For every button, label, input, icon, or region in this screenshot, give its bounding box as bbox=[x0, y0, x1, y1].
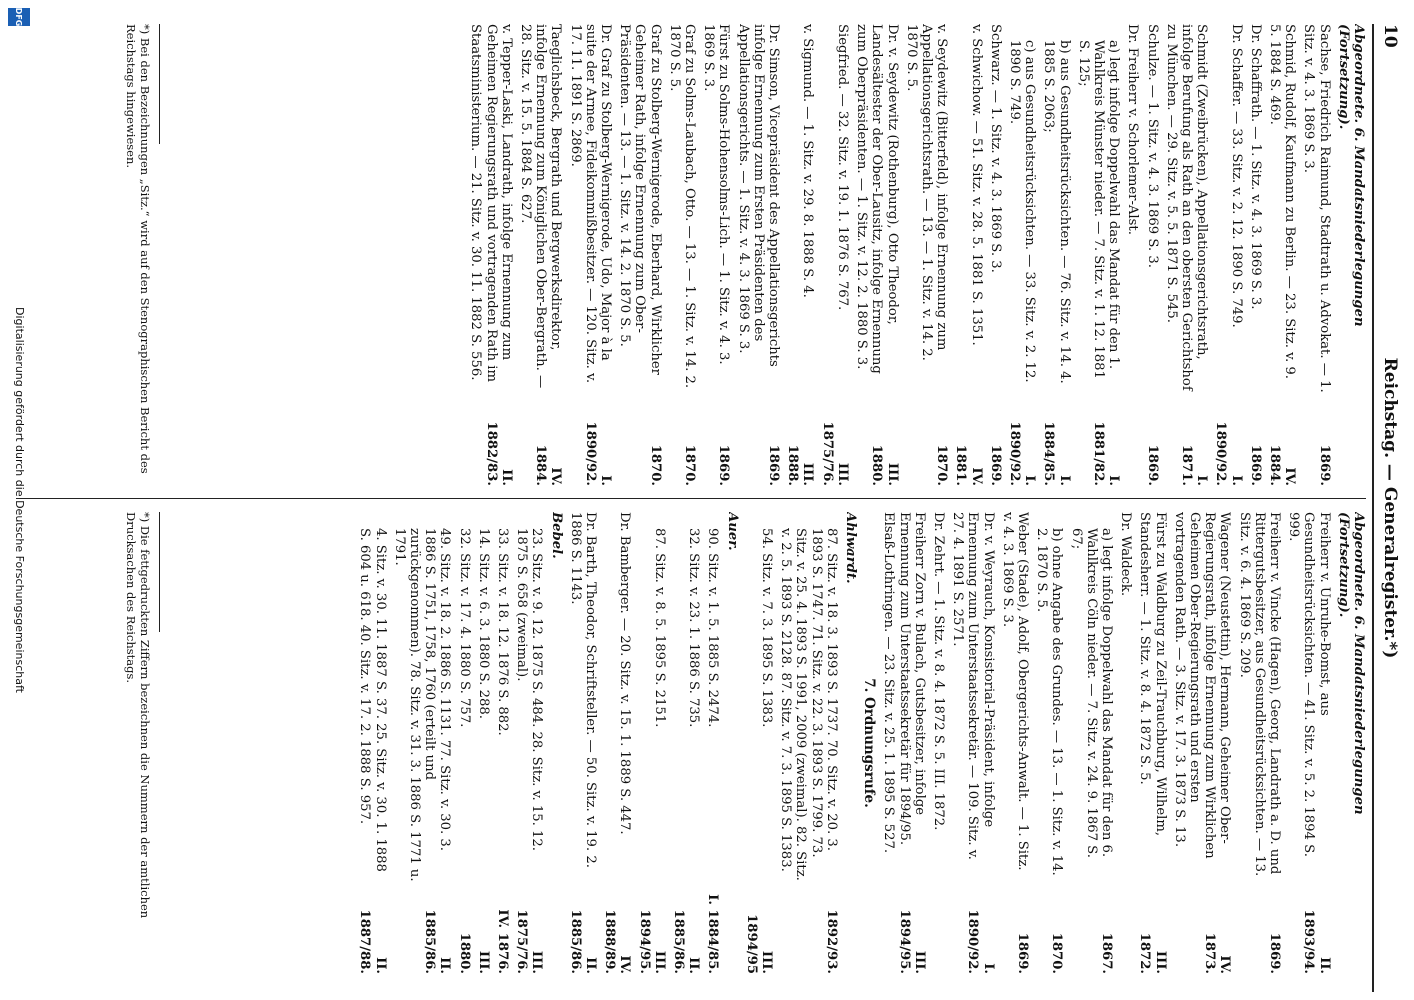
entry-heading bbox=[724, 512, 739, 974]
register-entry bbox=[602, 512, 632, 974]
entry-text: Siegfried. — 32. Sitz. v. 19. 1. 1876 S. 767. bbox=[834, 24, 850, 311]
page-header bbox=[1372, 24, 1406, 992]
entry-session-year: 1869. bbox=[1014, 932, 1030, 974]
register-entry bbox=[778, 512, 839, 974]
entry-text: Weber (Stade), Adolf, Obergerichts-Anwalt. — 1. Sitz. v. 4. 3. 1869 S. 3. bbox=[999, 512, 1030, 871]
register-entry bbox=[1118, 512, 1133, 974]
left-column bbox=[166, 24, 1366, 486]
entry-session-year: IV. 1876. bbox=[495, 909, 511, 974]
entry-text: 4. Sitz. v. 30. 11. 1887 S. 37. 25. Sitz. v. 30. 1. 1888 S. 604 u. 618. 40. Sitz. v. 17. 2. 1888 S. 957. bbox=[357, 528, 388, 872]
entry-session-year: II. 1882/83. bbox=[483, 421, 514, 486]
entry-text: Wagener (Neustettin), Hermann, Geheimer Ober-Regierungsrath, infolge Ernennung zum Wirklichen Geheimen Ober-Regierungsrath und ersten vortragenden Rath. — 3. Sitz. v. 17. 3. 1873 S. 13. bbox=[1171, 512, 1233, 859]
dfg-logo: DFG bbox=[8, 8, 30, 26]
entry-text: 32. Sitz. v. 17. 4. 1880 S. 757. bbox=[456, 528, 472, 728]
entry-text: Dr. Zehrt. — 1. Sitz. v. 8. 4. 1872 S. 5. III. 1872. bbox=[930, 512, 946, 831]
page-number: 10 bbox=[1380, 24, 1400, 48]
register-entry bbox=[1144, 24, 1159, 486]
entry-text: 87. Sitz. v. 18. 3. 1893 S. 1737. 70. Sitz. v. 20. 3. 1893 S. 1747. 71. Sitz. v. 22. 3. 1893 S. 1799. 73. Sitz. v. 25. 4. 1893 S. 1991, 2009 (zweimal). 82. Sitz. v. 2. 5. 1893 S. 2128. 87. Sitz. v. 7. 3. 1895 S. 1383. bbox=[778, 528, 839, 881]
entry-session-year: III. 1875/76. bbox=[514, 909, 545, 974]
entry-session-year: 1869. bbox=[766, 444, 782, 486]
register-entry bbox=[1000, 512, 1030, 974]
entry-session-year: 1870. bbox=[647, 444, 663, 486]
entry-session-year: 1867. bbox=[1098, 932, 1114, 974]
entry-text: Abgeordnete. 6. Mandatsniederlegungen (Fortsetzung). bbox=[1335, 24, 1366, 327]
entry-text: v. Seydewitz (Bitterfeld), infolge Ernennung zum Appellationsgerichtsrath. — 13. — 1. Sitz. v. 14. 2. 1870 S. 5. bbox=[903, 24, 950, 361]
register-entry bbox=[953, 24, 983, 486]
section-title: 7. Ordnungsrufe. bbox=[861, 678, 878, 808]
register-entry bbox=[468, 24, 514, 486]
entry-text: v. Schwichow. — 51. Sitz. v. 28. 5. 1881 S. 1351. bbox=[968, 24, 984, 346]
entry-session-year: IV. 1884. bbox=[1266, 444, 1298, 486]
entry-text: 87. Sitz. v. 8. 5. 1895 S. 2151. bbox=[651, 528, 667, 728]
entry-text: 23. Sitz. v. 9. 12. 1875 S. 484. 28. Sitz. v. 15. 12. 1875 S. 658 (zweimal). bbox=[514, 528, 545, 851]
register-entry bbox=[495, 512, 510, 974]
register-entry bbox=[1236, 512, 1282, 974]
entry-session-year: I. 1884/85. bbox=[705, 894, 721, 974]
entry-text: v. Tepper-Laski, Landrath, infolge Ernennung zum Geheimen Regierungsrath und vortragenden Rath im Staatsministerium. — 21. Sitz. v. 30. 11. 1882 S. 556. bbox=[468, 24, 514, 382]
register-entry bbox=[392, 512, 453, 974]
entry-text: a) legt infolge Doppelwahl das Mandat für den 1. Wahlkreis Münster nieder. — 7. Sitz. v. 1. 12. 1881 S. 125; bbox=[1075, 40, 1122, 379]
entry-text: Freiherr Zorn v. Bulach, Gutsbesitzer, infolge Ernennung zum Unterstaatssekretär für 1894/95. Elsaß-Lothringen. — 23. Sitz. v. 25. 1. 1895 S. 527. bbox=[881, 512, 927, 854]
register-entry bbox=[950, 512, 996, 974]
entry-session-year: 1870. bbox=[682, 444, 698, 486]
entry-session-year: I. 1890/92. bbox=[1213, 421, 1244, 486]
register-entry bbox=[854, 24, 900, 486]
entry-text: a) legt infolge Doppelwahl das Mandat für den 6. Wahlkreis Cöln nieder. — 7. Sitz. v. 24. 9. 1867 S. 67; bbox=[1068, 528, 1114, 858]
register-entry bbox=[357, 512, 387, 974]
entry-session-year: III. 1894/95. bbox=[896, 909, 927, 974]
entry-heading bbox=[1336, 24, 1366, 486]
header-rule bbox=[1372, 24, 1374, 992]
page-title: Reichstag. — Generalregister.*) bbox=[1380, 357, 1400, 659]
entry-text: Graf zu Stolberg-Wernigerode, Eberhard, Wirklicher Geheimer Rath, infolge Ernennung zum Ober-Präsidenten. — 13. — 1. Sitz. v. 14. 2. 1870 S. 5. bbox=[617, 24, 663, 375]
footnote-rule-right bbox=[159, 512, 160, 632]
entry-text: v. Sigmund. — 1. Sitz. v. 29. 8. 1888 S. 4. bbox=[800, 24, 816, 298]
register-entry bbox=[1125, 24, 1140, 486]
register-entry bbox=[1172, 512, 1233, 974]
entry-text: Fürst zu Waldburg zu Zeil-Trauchburg, Wilhelm, Standesherr. — 1. Sitz. v. 8. 4. 1872 S. 5. bbox=[1137, 512, 1168, 837]
entry-session-year: III. bbox=[475, 950, 491, 974]
entry-session-year: II. 1893/94. bbox=[1301, 909, 1332, 974]
entry-session-year: II. 1885/86. bbox=[422, 909, 453, 974]
register-entry bbox=[567, 24, 613, 486]
entry-session-year: 1870. bbox=[1049, 932, 1065, 974]
register-entry bbox=[904, 24, 950, 486]
register-entry bbox=[1301, 24, 1331, 486]
register-entry bbox=[1267, 24, 1297, 486]
entry-text: Graf zu Solms-Laubach, Otto. — 13. — 1. Sitz. v. 14. 2. 1870 S. 5. bbox=[666, 24, 698, 389]
register-entry bbox=[636, 512, 666, 974]
entry-text: 33. Sitz. v. 18. 12. 1876 S. 882. bbox=[495, 528, 511, 736]
entry-text: Schulze. — 1. Sitz. v. 4. 3. 1869 S. 3. bbox=[1144, 24, 1160, 268]
register-entry bbox=[820, 24, 850, 486]
entry-session-year: IV. 1873. bbox=[1202, 932, 1233, 974]
register-entry bbox=[705, 512, 720, 974]
register-entry bbox=[881, 512, 927, 974]
register-entry bbox=[1007, 24, 1037, 486]
register-entry bbox=[671, 512, 701, 974]
entry-session-year: 1869. bbox=[1266, 932, 1282, 974]
register-entry bbox=[701, 24, 731, 486]
entry-text: Bebel. bbox=[548, 512, 564, 559]
entry-text: Fürst zu Solms-Hohensolms-Lich. — 1. Sitz. v. 4. 3. 1869 S. 3. bbox=[701, 24, 732, 365]
entry-text: Auer. bbox=[724, 512, 740, 551]
entry-session-year: II. 1885/86. bbox=[567, 909, 599, 974]
digitization-attribution: Digitalisierung gefördert durch die Deutsche Forschungsgemeinschaft bbox=[13, 307, 26, 693]
entry-session-year: I. 1890/92. bbox=[1006, 421, 1038, 486]
column-divider bbox=[16, 498, 1366, 499]
entry-session-year: 1870. bbox=[934, 444, 950, 486]
entry-text: Dr. Graf zu Stolberg-Wernigerode, Udo, Major à la suite der Armee, Fideikommißbesitzer. — 120. Sitz. v. 17. 11. 1891 S. 2869. bbox=[567, 24, 614, 384]
entry-text: Dr. Bamberger. — 20. Sitz. v. 15. 1. 1889 S. 447. bbox=[617, 512, 633, 835]
register-entry bbox=[1068, 512, 1114, 974]
register-entry bbox=[744, 512, 774, 974]
entry-text: 54. Sitz. v. 7. 3. 1895 S. 1383. bbox=[759, 528, 775, 728]
entry-text: Dr. Freiherr v. Schorlemer-Alst. bbox=[1125, 24, 1141, 235]
entry-session-year: 1869. bbox=[1144, 444, 1160, 486]
entry-session-year: III. 1894/95. bbox=[636, 909, 667, 974]
entry-session-year: III. 1888. bbox=[785, 444, 816, 486]
entry-session-year: 1869. bbox=[987, 444, 1003, 486]
register-entry bbox=[476, 512, 491, 974]
entry-text: Dr. Schaffer. — 33. Sitz. v. 2. 12. 1890 S. 749. bbox=[1228, 24, 1244, 328]
register-entry bbox=[617, 24, 663, 486]
entry-text: b) aus Gesundheitsrücksichten. — 76. Sitz. v. 14. 4. 1885 S. 2063; bbox=[1041, 40, 1072, 384]
register-entry bbox=[1213, 24, 1243, 486]
entry-text: c) aus Gesundheitsrücksichten. — 33. Sitz. v. 2. 12. 1890 S. 749. bbox=[1006, 40, 1038, 383]
entry-session-year: I. 1890/92. bbox=[582, 421, 614, 486]
entry-text: 14. Sitz. v. 6. 3. 1880 S. 288. bbox=[475, 528, 491, 719]
entry-text: 49. Sitz. v. 18. 2. 1886 S. 1131. 77. Sitz. v. 30. 3. 1886 S. 1751, 1758, 1760 (erteilt und zurückgenommen). 78. Sitz. v. 31. 3. 1886 S. 1771 u. 1791. bbox=[391, 528, 453, 882]
entry-session-year: III. 1880. bbox=[869, 444, 900, 486]
entry-session-year: I. 1884/85. bbox=[1041, 421, 1072, 486]
entry-text: Ahlwardt. bbox=[843, 512, 859, 584]
entry-session-year: 1880. bbox=[456, 932, 472, 974]
register-entry bbox=[735, 24, 781, 486]
entry-text: b) ohne Angabe des Grundes. — 13. — 1. Sitz. v. 14. 2. 1870 S. 5. bbox=[1034, 528, 1065, 876]
entry-text: Dr. Simson, Vicepräsident des Appellationsgerichts infolge Ernennung zum Ersten Präsidenten des Appellationsgerichts. — 1. Sitz. v. 4. 3. 1869 S. 3. bbox=[735, 24, 782, 367]
register-entry bbox=[988, 24, 1003, 486]
register-entry bbox=[931, 512, 946, 974]
entry-text: Freiherr v. Unruhe-Bomst, aus Gesundheitsrücksichten. — 41. Sitz. v. 5. 2. 1894 S. 999. bbox=[1286, 512, 1332, 857]
entry-session-year: I. 1890/92. bbox=[965, 909, 996, 974]
entry-session-year: IV. 1884. bbox=[533, 444, 564, 486]
entry-session-year: III. 1872. bbox=[1137, 932, 1168, 974]
entry-text: Schwarz. — 1. Sitz. v. 4. 3. 1869 S. 3. bbox=[987, 24, 1003, 273]
entry-heading bbox=[843, 512, 858, 974]
register-entry bbox=[1137, 512, 1167, 974]
register-entry bbox=[667, 24, 697, 486]
entry-text: Taeglichsbeck, Bergrath und Bergwerksdirektor, infolge Ernennung zum Königlichen Ober-Bergrath. — 28. Sitz. v. 15. 5. 1884 S. 627. bbox=[518, 24, 564, 389]
footnote-left: *) Bei den Bezeichnungen „Sitz.“ wird auf den Stenographischen Bericht des Reichstags hingewiesen. bbox=[124, 24, 152, 474]
entry-text: Schmid, Rudolf, Kaufmann zu Berlin. — 23. Sitz. v. 9. 5. 1884 S. 469. bbox=[1266, 24, 1298, 379]
register-entry bbox=[568, 512, 598, 974]
entry-text: 32. Sitz. v. 23. 1. 1886 S. 735. bbox=[686, 528, 702, 728]
entry-session-year: IV. 1881. bbox=[953, 444, 984, 486]
entry-session-year: I. 1871. bbox=[1178, 444, 1210, 486]
entry-session-year: II. 1885/86. bbox=[671, 909, 702, 974]
right-column bbox=[166, 512, 1366, 974]
entry-session-year: II. 1887/88. bbox=[357, 909, 388, 974]
footnote-right: *) Die fettgedruckten Ziffern bezeichnen die Nummern der amtlichen Drucksachen des Reichstags. bbox=[124, 512, 152, 919]
entry-heading bbox=[548, 512, 563, 974]
register-entry bbox=[1164, 24, 1210, 486]
entry-session-year: 1892/93. bbox=[823, 909, 839, 974]
entry-text: Freiherr v. Vincke (Hagen), Georg, Landrath a. D. und Rittergutsbesitzer, aus Gesundheitsrücksichten. — 13. Sitz. v. 6. 4. 1869 S. 209. bbox=[1236, 512, 1282, 877]
entry-text: Dr. Schaffrath. — 1. Sitz. v. 4. 3. 1869 S. 3. bbox=[1247, 24, 1263, 310]
entry-session-year: III. 1894/95 bbox=[743, 914, 775, 974]
entry-text: Schmidt (Zweibrücken), Appellationsgerichtsrath, infolge Berufung als Rath an den obersten Gerichtshof zu München. — 29. Sitz. v. 5. 5. 1871 S. 545. bbox=[1163, 24, 1210, 391]
register-entry bbox=[1034, 512, 1064, 974]
entry-session-year: 1869. bbox=[1316, 444, 1332, 486]
entry-text: 90. Sitz. v. 1. 5. 1885 S. 2474. bbox=[705, 528, 721, 728]
entry-session-year: IV. 1888/89. bbox=[602, 909, 633, 974]
register-entry bbox=[1248, 24, 1263, 486]
footnote-rule-left bbox=[159, 24, 160, 144]
entry-text: Dr. v. Weyrauch, Konsistorial-Präsident, infolge Ernennung zum Unterstaatssekretär. — 109. Sitz. v. 27. 4. 1891 S. 2571. bbox=[950, 512, 996, 860]
entry-session-year: 1869. bbox=[716, 444, 732, 486]
entry-text: Dr. Waldeck. bbox=[1118, 512, 1134, 597]
register-entry bbox=[518, 24, 564, 486]
entry-session-year: I. 1881/82. bbox=[1090, 421, 1122, 486]
register-entry bbox=[1286, 512, 1332, 974]
register-entry bbox=[514, 512, 544, 974]
entry-text: Dr. Barth, Theodor, Schriftsteller. — 50. Sitz. v. 19. 2. 1886 S. 1143. bbox=[567, 512, 599, 868]
entry-session-year: 1869. bbox=[1247, 444, 1263, 486]
register-entry bbox=[785, 24, 815, 486]
entry-text: Abgeordnete. 6. Mandatsniederlegungen (Fortsetzung). bbox=[1335, 512, 1366, 815]
entry-text: Dr. v. Seydewitz (Rothenburg), Otto Theodor, Landesältester der Ober-Lausitz, infolge Ernennung zum Oberpräsidenten. — 1. Sitz. v. 12. 2. 1880 S. 3. bbox=[854, 24, 900, 374]
register-entry bbox=[1076, 24, 1122, 486]
register-entry bbox=[1041, 24, 1071, 486]
entry-heading bbox=[1336, 512, 1366, 974]
entry-text: Sachse, Friedrich Raimund, Stadtrath u. Advokat. — 1. Sitz. v. 4. 3. 1869 S. 3. bbox=[1301, 24, 1332, 393]
entry-session-year: III. 1875/76. bbox=[819, 421, 850, 486]
register-entry bbox=[456, 512, 471, 974]
